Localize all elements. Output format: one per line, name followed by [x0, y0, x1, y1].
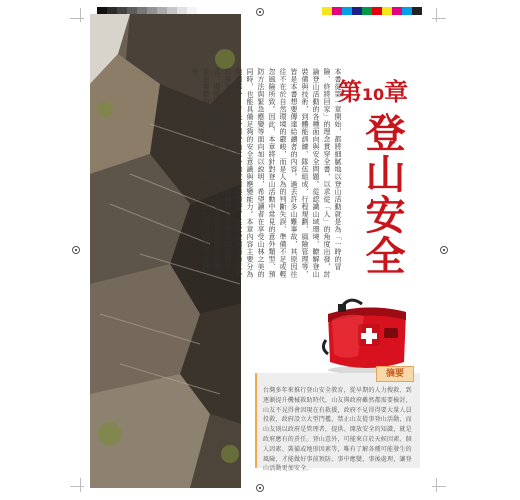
chapter-digits: 10: [361, 85, 385, 104]
abstract-box: [255, 369, 420, 473]
abstract-text: 台灣多年來推行登山安全教育，從早期的人力搜救、到逐漸提升機械救助時代，山友與政府雖然都需要檢討，山友不見得會因現在有救援，政府不見得得要大量人員投救，政府設立大型門檻，禁止山友從事登山活動，而山友則以政府是管理者，提供、開放安全的知識，就是政府應有的責任。登山意外，可能來自於天候因素、個人因素、裝備或地形因素等，唯有了解各種可能發生的風險，才能做好事前預防、事中應變、事後處理，讓登山活動更加安全。: [263, 387, 412, 473]
crop-mark: [70, 486, 84, 487]
crop-mark: [432, 18, 446, 19]
registration-mark: [256, 8, 264, 16]
registration-mark: [256, 484, 264, 492]
color-calibration-bar: [322, 7, 422, 15]
registration-mark: [440, 246, 448, 254]
crop-mark: [80, 8, 81, 22]
crop-mark: [436, 8, 437, 22]
chapter-number: [337, 78, 409, 109]
registration-mark: [72, 246, 80, 254]
chapter-title: 登山安全: [359, 112, 405, 276]
abstract-label: 摘要: [376, 366, 414, 382]
crop-mark: [80, 478, 81, 492]
first-aid-bag-illustration: [318, 290, 416, 376]
crop-mark: [70, 18, 84, 19]
crop-mark: [436, 478, 437, 492]
crop-mark: [432, 486, 446, 487]
chapter-suffix: 章: [384, 78, 409, 106]
chapter-prefix: 第: [337, 78, 362, 106]
chapter-intro-text: 本書從第一章開始，都將細膩地以登山活動就是為「一時的冒險、終將回家」的理念貫穿全書，以求從「人」的角度出發，討論登山活動的各種面向與安全問題。從認識山域環境、瞭解登山裝備與技術，到體能訓練、隊伍組成、行程規劃、風險管理等，皆是本書想要傳達給讀者的內容。過去許多山難事故，其原因往往不在於自然環境的嚴峻，而是人為的判斷失誤、準備不足或輕忽風險所致。因此，本章將針對登山活動中常見的意外類型、預防方法與緊急應變等面向加以說明，希望讀者在享受山林之美的同時，也能具備足夠的安全意識與應變能力。本章內容主要分為幾個部分：首先介紹登山意外的成因與類型，其次說明預防意外的基本觀念與做法，最後則是發生意外時的緊急處置與求救方式。期望透過本章的介紹，讓讀者對登山安全有更完整的認識，並在實際的登山活動中加以運用，讓每一次的登山都能平安歸來。: [191, 68, 342, 278]
